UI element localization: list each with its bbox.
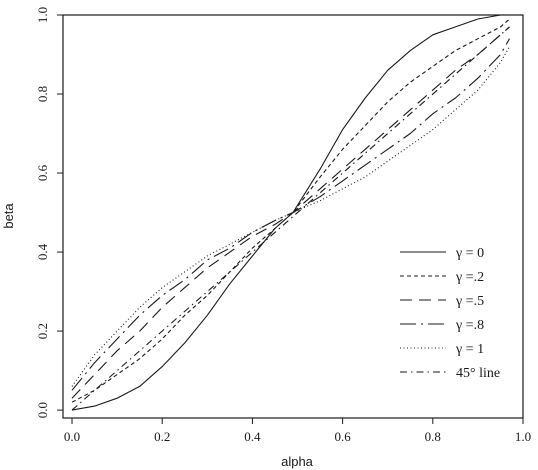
series-line-2: [72, 19, 510, 402]
x-axis-title: alpha: [281, 454, 313, 469]
series-layer: [72, 15, 510, 410]
legend-label: γ =.2: [456, 270, 485, 285]
y-tick-label: 0.8: [35, 85, 50, 103]
x-tick-label: 0.4: [244, 429, 261, 444]
series-line-6: [72, 27, 510, 410]
series-line-5: [72, 47, 510, 387]
y-tick-label: 0.2: [35, 322, 50, 340]
y-tick-label: 0.4: [35, 243, 50, 261]
series-line-1: [72, 15, 510, 410]
legend-label: γ = 0: [456, 246, 485, 261]
series-line-3: [72, 27, 510, 398]
x-tick-label: 0.2: [154, 429, 171, 444]
y-tick-label: 0.0: [35, 401, 50, 419]
legend: [400, 246, 500, 381]
legend-label: γ =.8: [456, 318, 485, 333]
y-tick-label: 0.6: [35, 164, 50, 182]
x-tick-label: 0.6: [334, 429, 351, 444]
x-tick-label: 0.8: [424, 429, 441, 444]
y-axis: [35, 7, 63, 418]
plot-frame: [63, 15, 523, 418]
x-tick-label: 1.0: [514, 429, 532, 444]
x-axis: [64, 418, 531, 444]
legend-label: γ = 1: [456, 342, 485, 357]
legend-label: 45° line: [456, 366, 501, 381]
x-tick-label: 0.0: [63, 429, 81, 444]
legend-label: γ =.5: [456, 294, 485, 309]
y-axis-title: beta: [1, 203, 16, 229]
y-tick-label: 1.0: [35, 6, 50, 24]
